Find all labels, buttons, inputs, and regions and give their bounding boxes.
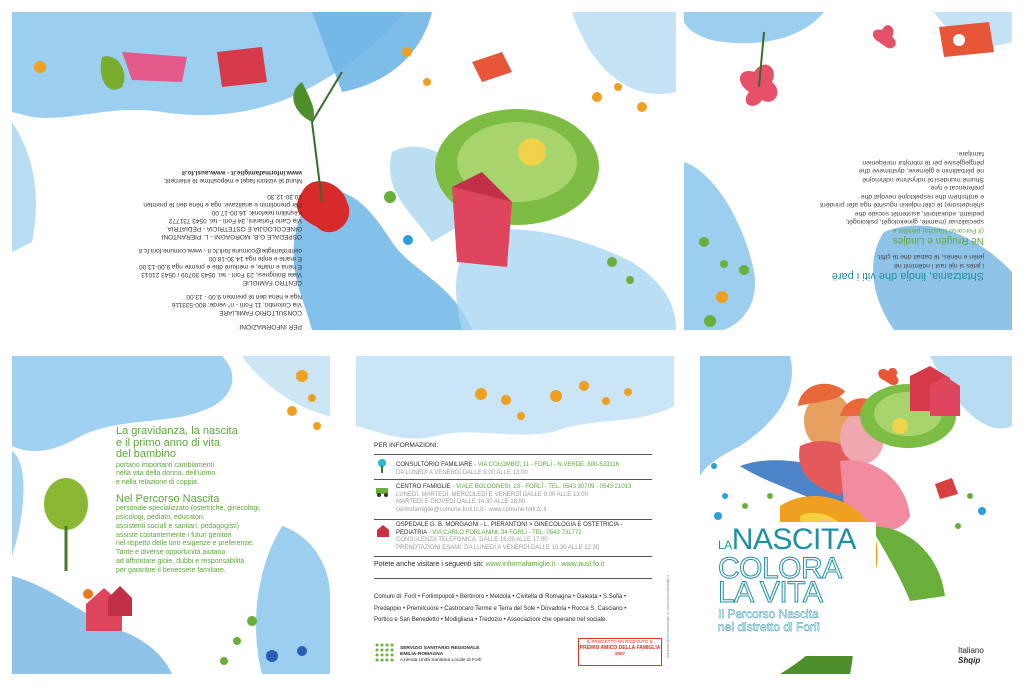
house-icon [376, 524, 390, 543]
contact-block-centro [396, 484, 631, 514]
contact-address: Via Carlo Forlanini, 34 Forlì - tel. 0543 731772 [168, 217, 302, 224]
divider [374, 479, 652, 480]
cover-title-la: LA [718, 538, 732, 552]
contact-mail[interactable]: centrofamiglie@comune.forli.fc.it - www.comune.forli.fc.it [396, 506, 547, 513]
panel-top-right [684, 12, 1012, 330]
panel-top-left [12, 12, 676, 330]
logo-line: Azienda Unità Sanitaria Locale di Forlì [400, 658, 482, 663]
percorso-line: Tante e diverse opportunità aiutano [116, 549, 226, 557]
comuni-line: Predappio • Premilcuore • Castrocaro Terme e Terra del Sole • Dovadola • Rocca S. Casciano • [374, 605, 627, 612]
contact-block-consultorio [396, 462, 619, 477]
web-urls[interactable]: www.informafamiglie.it - www.ausl.fo.it [181, 169, 302, 176]
comuni-line: Portico e San Benedetto • Modigliana • Tredozio • Associazioni che operano nel sociale. [374, 617, 608, 623]
contact-hours: E hëna e marte, e mërkurë dhe e premte nga 9.00-13.00 [139, 263, 302, 270]
web-urls[interactable]: www.informafamiglie.it - www.ausl.fo.it [485, 561, 605, 568]
language-secondary: Shqip [958, 656, 981, 665]
intro-line: e nella relazione di coppia. [116, 478, 199, 486]
contact-hours: DA LUNEDÌ A VENERDÌ DALLE 9.00 ALLE 13.00 [396, 469, 528, 476]
cover-subtitle: nel distretto di Forlì [718, 620, 821, 634]
percorso-line: assistenti sociali e sanitari, pedagogisti) [116, 522, 239, 530]
cover-title [718, 523, 878, 634]
divider [374, 519, 652, 520]
heading: Shtatzania, lindja dhe viti i parë [831, 270, 984, 282]
contact-hours: Nga e hëna deri të premten 9.00 - 13.00 [186, 293, 302, 300]
contact-hours: CONSULENZA TELEFONICA: DALLE 16.00 ALLE 17.00 [396, 537, 548, 543]
contact-hours: PRENOTAZIONI ESAMI: DA LUNEDÌ A VENERDÌ DALLE 10.30 ALLE 12.30 [396, 544, 600, 551]
award-line: IL PROGETTO HA RICEVUTO IL [586, 639, 654, 644]
percorso-line: personale specializzato (ostetriche, ginecologi, [116, 505, 261, 513]
info-heading: PER INFORMAZIONI: [237, 323, 302, 330]
panel-bottom-left [12, 356, 330, 674]
paragraph-line: i jetës si një rast i ndërrimit në [894, 262, 984, 269]
percorso-heading: Nel Percorso Nascita [116, 493, 220, 506]
intro-heading: La gravidanza, la nascita [116, 425, 238, 437]
intro-line: nella vita della donna, dell'uomo [116, 470, 216, 478]
paragraph-line: (Il Percorso Nascita) përkitet e [892, 227, 984, 234]
percorso-line: ad affrontare gioie, dubbi e responsabilità [116, 558, 245, 566]
web-label: Potete anche visitare i seguenti siti: [374, 561, 486, 568]
side-credit-text: realizzato@informafamiglie.it • www.informafamiglie.it [666, 575, 670, 658]
contact-address: Viale Bolognesi, 23 Forlì - tel. 0543 30709 / 0543 21013 [141, 271, 302, 278]
contact-address: - VIA CARLO FORLANINI, 34 FORLÌ - TEL. 0543 731772 [426, 529, 582, 536]
paragraph-line: pediatrit, edukatorët, asistentët sociale dhe [854, 210, 984, 217]
cover-title-lavita: LA VITA [718, 576, 823, 609]
paragraph-line: Shumë mundësi të ndryshme ndihmojnë [862, 176, 984, 183]
contact-address: - VIALE BOLOGNESI, 23 - FORLÌ - TEL. 0543 30709 - 0543 21013 [450, 484, 632, 490]
contact-mail[interactable]: centrofamiglie@comune.forli.fc.it - www.comune.forli.fc.it [138, 247, 302, 254]
award-line: 2007 [614, 651, 625, 656]
paragraph-line: përgjegjësive për të mbrojtur mirëqenien [862, 159, 984, 166]
contact-hours: MARTEDÌ E GIOVEDÌ DALLE 14.30 ALLE 18.00 [396, 499, 526, 505]
tree-icon [376, 459, 388, 478]
contact-name: CONSULTORIO FAMILIARE [396, 462, 473, 468]
cover-title-nascita: NASCITA [731, 523, 856, 556]
contact-block-ospedale [396, 522, 622, 552]
panel-bottom-middle [356, 356, 674, 674]
top-right-text-upside-down [784, 112, 984, 282]
contact-hours: 10.30-12.30 [267, 193, 302, 200]
divider [374, 454, 652, 455]
bottom-left-text [116, 426, 316, 576]
award-badge [578, 638, 662, 666]
language-primary: Italiano [958, 646, 984, 655]
contact-hours: Për prenotimin e analizave: nga e hëna deri të premten [143, 201, 302, 208]
ausl-logo-text [400, 646, 482, 664]
side-credit [660, 526, 668, 666]
contact-hours: E marte e enjte nga 14.30-18.00 [208, 255, 302, 262]
paragraph-line: shëndetsore) të cilët ndjekin ngushtë nga afër prindërit [820, 201, 984, 209]
percorso-line: assiste costantemente i futuri genitori [116, 531, 232, 539]
cover-title-colora: COLORA [718, 552, 842, 585]
intro-heading: del bambino [116, 448, 176, 460]
contact-name: CENTRO FAMIGLIE [396, 484, 451, 490]
cover-subtitle: Il Percorso Nascita [718, 607, 819, 621]
comuni-line: Comuni di: Forlì • Forlimpopoli • Bertinoro • Meldola • Civitella di Romagna • Galeata • S.Sofia • [374, 594, 627, 600]
web-line [374, 561, 604, 568]
contact-title: CONSULTORIO FAMILIARE [219, 309, 302, 316]
paragraph-line: në përballimin e gjëmeve, dyshimeve dhe [858, 167, 984, 175]
web-label: Mund të vizitoni faqet e mëposhtme të internetit: [163, 177, 302, 184]
percorso-line: nel rispetto delle loro esigenze e preferenze. [116, 540, 254, 548]
percorso-line: per garantire il benessere familiare. [116, 566, 226, 574]
contact-title: GINECOLOGJIA E OSTETRICIA - PEDIATRIA [167, 225, 302, 232]
paragraph-line: jetën e nënës, të babait dhe të çiftit. [876, 253, 984, 261]
language-labels [958, 646, 984, 666]
paragraph-line: preferencat e tyre. [928, 184, 984, 192]
divider [374, 556, 652, 557]
contact-title: CENTRO FAMIGLIE [242, 279, 302, 286]
paragraph-line: familjare. [956, 150, 984, 158]
contact-name: PEDIATRIA [396, 529, 427, 536]
info-heading: PER INFORMAZIONI: [374, 442, 439, 449]
contact-title: OSPEDALE G.B. MORGAGNI - L. PIERANTONI [161, 233, 302, 240]
intro-line: portano importanti cambiamenti [116, 461, 215, 469]
paragraph-line: e ardhshëm dhe respektojnë nevojat dhe [860, 193, 984, 200]
logo-line: SERVIZIO SANITARIO REGIONALE [400, 646, 480, 651]
contact-address: - VIA COLOMBO, 11 - FORLÌ - N.VERDE: 800-533116 [472, 462, 619, 468]
contact-phone: Këshillim telefonik: 16.00-17.00 [211, 209, 302, 216]
top-left-info-upside-down [42, 130, 302, 330]
contact-address: Via Colombo, 11 Forlì - n° verde: 800-533116 [171, 301, 302, 308]
logo-line: EMILIA-ROMAGNA [400, 652, 444, 657]
ausl-logo [374, 642, 396, 669]
paragraph-line: specializuar (mamitë, gjinekologët, psikologët, [845, 218, 984, 226]
contact-name: OSPEDALE G. B. MORGAGNI - L. PIERANTONI > GINECOLOGIA E OSTETRICIA - [396, 522, 623, 528]
panel-bottom-right [700, 356, 1012, 674]
percorso-line: psicologi, pediatri, educatori, [116, 514, 205, 522]
comuni-list [374, 592, 626, 627]
contact-hours: LUNEDÌ, MARTEDÌ, MERCOLEDÌ E VENERDÌ DALLE 9.00 ALLE 13.00 [396, 491, 588, 498]
award-line: PREMIO AMICO DELLA FAMIGLIA [579, 645, 661, 651]
intro-heading: e il primo anno di vita [116, 436, 220, 449]
subheading: Në Rrugën e Lindjes [892, 235, 984, 246]
car-icon [376, 484, 390, 502]
divider [374, 578, 652, 579]
